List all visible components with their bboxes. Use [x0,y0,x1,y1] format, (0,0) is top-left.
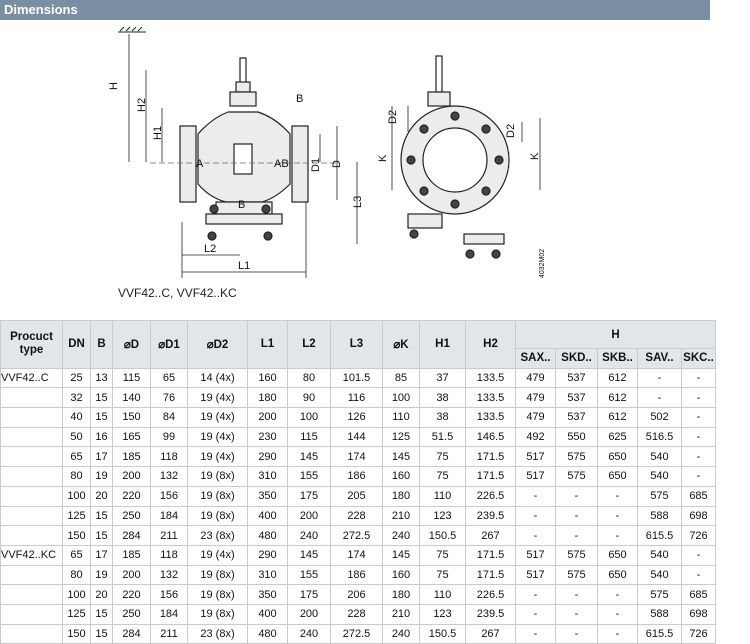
table-cell: - [556,506,598,526]
table-cell: - [516,526,556,546]
col-l2: L2 [288,321,331,369]
table-cell: 150 [63,526,91,546]
product-type-cell [1,624,63,644]
table-cell: 15 [91,506,113,526]
product-type-cell [1,585,63,605]
table-cell: 100 [383,388,420,408]
col-h-sax: SAX.. [516,349,556,369]
table-cell: 625 [598,427,638,447]
table-cell: - [556,486,598,506]
table-cell: 537 [556,368,598,388]
table-cell: 171.5 [466,467,516,487]
table-cell: 185 [113,545,151,565]
table-body [1,368,716,644]
table-cell: 175 [288,585,331,605]
table-cell: 13 [91,368,113,388]
table-cell: 220 [113,585,151,605]
table-cell: 125 [63,506,91,526]
table-cell: - [556,624,598,644]
table-cell: 146.5 [466,427,516,447]
table-cell: 612 [598,368,638,388]
table-row [1,506,716,526]
valve-dimension-drawing [0,22,750,312]
table-cell: 38 [420,408,466,428]
table-row [1,604,716,624]
table-cell: 123 [420,604,466,624]
table-cell: 290 [248,545,288,565]
label-h: H [108,82,120,90]
table-row [1,585,716,605]
table-row [1,624,716,644]
valve-front-view [401,56,509,258]
table-cell: 65 [63,545,91,565]
table-cell: - [682,427,716,447]
table-cell: 19 (8x) [188,486,248,506]
table-cell: 76 [151,388,188,408]
table-cell: 150 [113,408,151,428]
table-cell: - [516,486,556,506]
table-cell: 19 (8x) [188,585,248,605]
table-cell: - [516,624,556,644]
table-cell: 19 (8x) [188,467,248,487]
table-cell: 38 [420,388,466,408]
table-cell: 239.5 [466,604,516,624]
table-cell: 575 [638,486,682,506]
table-cell: 575 [556,467,598,487]
table-cell: 132 [151,565,188,585]
label-ab: AB [274,158,289,170]
table-cell: 272.5 [331,526,383,546]
table-cell: - [598,585,638,605]
table-cell: 37 [420,368,466,388]
table-cell: 240 [288,526,331,546]
table-row [1,368,716,388]
table-cell: 110 [383,408,420,428]
table-cell: 65 [63,447,91,467]
table-cell: 200 [288,506,331,526]
table-cell: 140 [113,388,151,408]
table-cell: 85 [383,368,420,388]
table-cell: 75 [420,447,466,467]
table-cell: 116 [331,388,383,408]
table-cell: 350 [248,585,288,605]
label-a: A [196,158,204,170]
table-cell: 230 [248,427,288,447]
table-cell: 19 [91,565,113,585]
table-cell: 20 [91,486,113,506]
table-cell: 19 (4x) [188,388,248,408]
table-cell: - [682,447,716,467]
col-h: H [516,321,716,349]
table-cell: - [682,467,716,487]
col-k: ⌀K [383,321,420,369]
table-cell: - [598,506,638,526]
table-cell: 726 [682,624,716,644]
table-cell: - [682,545,716,565]
table-cell: 588 [638,506,682,526]
table-cell: 17 [91,545,113,565]
table-cell: 479 [516,408,556,428]
table-row [1,427,716,447]
table-cell: 80 [63,565,91,585]
table-cell: 400 [248,506,288,526]
table-cell: 284 [113,526,151,546]
table-cell: 23 (8x) [188,624,248,644]
section-header [0,0,710,20]
table-cell: 502 [638,408,682,428]
product-type-cell [1,506,63,526]
table-cell: 205 [331,486,383,506]
table-cell: 145 [288,545,331,565]
label-k-right: K [529,152,541,160]
label-d1: D1 [310,157,322,172]
label-h2: H2 [136,97,148,112]
table-cell: 156 [151,585,188,605]
product-type-cell [1,526,63,546]
table-row [1,388,716,408]
table-cell: 15 [91,388,113,408]
table-cell: 206 [331,585,383,605]
table-cell: - [556,585,598,605]
table-cell: 90 [288,388,331,408]
table-cell: 698 [682,506,716,526]
table-cell: 226.5 [466,486,516,506]
table-cell: 537 [556,388,598,408]
table-cell: 84 [151,408,188,428]
table-cell: 15 [91,604,113,624]
table-cell: - [598,526,638,546]
table-cell: 19 (8x) [188,506,248,526]
table-cell: 160 [248,368,288,388]
table-cell: 186 [331,565,383,585]
table-cell: 228 [331,604,383,624]
table-cell: - [556,526,598,546]
table-cell: 165 [113,427,151,447]
table-cell: 650 [598,545,638,565]
table-cell: 185 [113,447,151,467]
table-cell: 171.5 [466,545,516,565]
table-cell: 125 [383,427,420,447]
table-cell: 15 [91,408,113,428]
table-cell: 171.5 [466,447,516,467]
table-cell: 118 [151,447,188,467]
table-cell: 650 [598,447,638,467]
product-type-cell [1,604,63,624]
table-cell: 115 [288,427,331,447]
table-cell: 150 [63,624,91,644]
table-cell: 537 [556,408,598,428]
label-d: D [331,160,343,168]
col-h2: H2 [466,321,516,369]
col-b: B [91,321,113,369]
table-cell: 51.5 [420,427,466,447]
col-d1: ⌀D1 [151,321,188,369]
table-cell: 17 [91,447,113,467]
table-cell: 588 [638,604,682,624]
table-cell: - [516,506,556,526]
table-cell: 211 [151,526,188,546]
table-cell: 160 [383,565,420,585]
product-type-cell [1,447,63,467]
table-cell: 25 [63,368,91,388]
table-cell: 575 [556,545,598,565]
product-type-cell [1,427,63,447]
table-cell: 480 [248,526,288,546]
table-row [1,526,716,546]
table-cell: 150.5 [420,624,466,644]
table-cell: 540 [638,565,682,585]
col-h-skb: SKB.. [598,349,638,369]
table-cell: 23 (8x) [188,526,248,546]
table-cell: - [682,388,716,408]
table-cell: 155 [288,467,331,487]
table-cell: 210 [383,506,420,526]
product-type-cell [1,408,63,428]
col-l1: L1 [248,321,288,369]
table-row [1,545,716,565]
table-cell: 14 (4x) [188,368,248,388]
table-cell: 612 [598,408,638,428]
table-cell: 685 [682,585,716,605]
table-cell: 174 [331,447,383,467]
table-cell: 180 [383,585,420,605]
col-product-type: Procuct type [1,321,63,369]
table-cell: 110 [420,486,466,506]
table-cell: 16 [91,427,113,447]
table-cell: 540 [638,447,682,467]
table-row [1,408,716,428]
table-cell: 615.5 [638,624,682,644]
table-cell: 480 [248,624,288,644]
table-cell: - [516,604,556,624]
col-h-sav: SAV.. [638,349,682,369]
table-cell: 650 [598,467,638,487]
table-cell: 19 (4x) [188,427,248,447]
product-type-cell: VVF42..C [1,368,63,388]
table-cell: - [682,368,716,388]
product-type-cell: VVF42..KC [1,545,63,565]
table-cell: - [682,408,716,428]
table-cell: 32 [63,388,91,408]
table-cell: 19 (8x) [188,565,248,585]
table-cell: 174 [331,545,383,565]
label-b-bottom: B [238,199,246,211]
table-row [1,565,716,585]
table-cell: 226.5 [466,585,516,605]
table-cell: 160 [383,467,420,487]
table-cell: 19 (4x) [188,545,248,565]
table-cell: 19 (4x) [188,447,248,467]
table-cell: 240 [383,526,420,546]
table-cell: 180 [383,486,420,506]
table-cell: 350 [248,486,288,506]
table-cell: 20 [91,585,113,605]
table-cell: 175 [288,486,331,506]
table-cell: 110 [420,585,466,605]
table-cell: 211 [151,624,188,644]
label-l1: L1 [238,260,251,272]
ceiling-hatch [118,27,146,32]
table-cell: 575 [638,585,682,605]
table-cell: - [682,565,716,585]
table-cell: - [598,604,638,624]
col-d2: ⌀D2 [188,321,248,369]
drawing-caption: VVF42..C, VVF42..KC [118,286,237,300]
section-title: Dimensions [4,2,78,17]
table-cell: 15 [91,526,113,546]
product-type-cell [1,388,63,408]
table-cell: 400 [248,604,288,624]
table-cell: 132 [151,467,188,487]
table-cell: 540 [638,467,682,487]
table-cell: 698 [682,604,716,624]
table-cell: 100 [63,585,91,605]
table-cell: 479 [516,368,556,388]
table-cell: 220 [113,486,151,506]
table-cell: 516.5 [638,427,682,447]
table-cell: 65 [151,368,188,388]
col-h-skd: SKD.. [556,349,598,369]
table-cell: 517 [516,447,556,467]
table-cell: - [556,604,598,624]
table-cell: 184 [151,506,188,526]
table-cell: - [638,388,682,408]
table-cell: 180 [248,388,288,408]
table-cell: 200 [248,408,288,428]
table-cell: - [638,368,682,388]
valve-side-view [180,58,308,240]
table-cell: 80 [63,467,91,487]
table-cell: 650 [598,565,638,585]
label-h1: H1 [152,125,164,140]
table-cell: - [598,486,638,506]
table-cell: 228 [331,506,383,526]
table-cell: 240 [288,624,331,644]
product-type-cell [1,565,63,585]
table-cell: 19 (4x) [188,408,248,428]
table-cell: 575 [556,447,598,467]
product-type-cell [1,467,63,487]
label-d2-right: D2 [505,123,517,138]
table-cell: 171.5 [466,565,516,585]
table-cell: 200 [113,565,151,585]
table-cell: 550 [556,427,598,447]
table-cell: 80 [288,368,331,388]
table-cell: 517 [516,565,556,585]
table-cell: 290 [248,447,288,467]
table-cell: 40 [63,408,91,428]
label-l3: L3 [352,195,364,208]
table-cell: 133.5 [466,408,516,428]
table-cell: 540 [638,545,682,565]
table-cell: 575 [556,565,598,585]
table-cell: 19 (8x) [188,604,248,624]
table-cell: 145 [288,447,331,467]
table-cell: 250 [113,506,151,526]
table-cell: 310 [248,565,288,585]
table-cell: 200 [113,467,151,487]
table-cell: 517 [516,467,556,487]
table-cell: 126 [331,408,383,428]
table-cell: 284 [113,624,151,644]
product-type-cell [1,486,63,506]
table-cell: 184 [151,604,188,624]
table-cell: 155 [288,565,331,585]
col-h-skc: SKC.. [682,349,716,369]
table-cell: 267 [466,624,516,644]
table-cell: 479 [516,388,556,408]
table-cell: 517 [516,545,556,565]
drawing-code: 4032M02 [539,248,546,278]
table-cell: 272.5 [331,624,383,644]
table-cell: 99 [151,427,188,447]
table-cell: 685 [682,486,716,506]
dimension-table [0,320,716,644]
table-row [1,447,716,467]
table-cell: 133.5 [466,368,516,388]
table-cell: 156 [151,486,188,506]
table-cell: - [516,585,556,605]
table-cell: 75 [420,467,466,487]
table-cell: 75 [420,545,466,565]
col-l3: L3 [331,321,383,369]
col-d: ⌀D [113,321,151,369]
table-cell: 123 [420,506,466,526]
table-cell: 133.5 [466,388,516,408]
table-cell: 240 [383,624,420,644]
table-cell: 50 [63,427,91,447]
table-cell: 210 [383,604,420,624]
table-cell: 15 [91,624,113,644]
table-cell: 115 [113,368,151,388]
table-cell: 239.5 [466,506,516,526]
table-cell: 100 [288,408,331,428]
table-cell: 310 [248,467,288,487]
table-cell: 726 [682,526,716,546]
label-d2-left: D2 [387,109,399,124]
table-cell: - [598,624,638,644]
table-row [1,486,716,506]
col-dn: DN [63,321,91,369]
table-cell: 150.5 [420,526,466,546]
table-cell: 19 [91,467,113,487]
table-cell: 125 [63,604,91,624]
table-cell: 118 [151,545,188,565]
table-cell: 145 [383,545,420,565]
table-cell: 186 [331,467,383,487]
col-h1: H1 [420,321,466,369]
table-cell: 75 [420,565,466,585]
table-cell: 144 [331,427,383,447]
table-cell: 145 [383,447,420,467]
table-row [1,467,716,487]
table-cell: 200 [288,604,331,624]
label-l2: L2 [204,243,217,255]
table-cell: 267 [466,526,516,546]
table-cell: 615.5 [638,526,682,546]
label-k-left: K [377,154,389,162]
table-cell: 101.5 [331,368,383,388]
table-cell: 100 [63,486,91,506]
table-cell: 250 [113,604,151,624]
table-cell: 612 [598,388,638,408]
label-b-top: B [296,93,304,105]
table-cell: 492 [516,427,556,447]
